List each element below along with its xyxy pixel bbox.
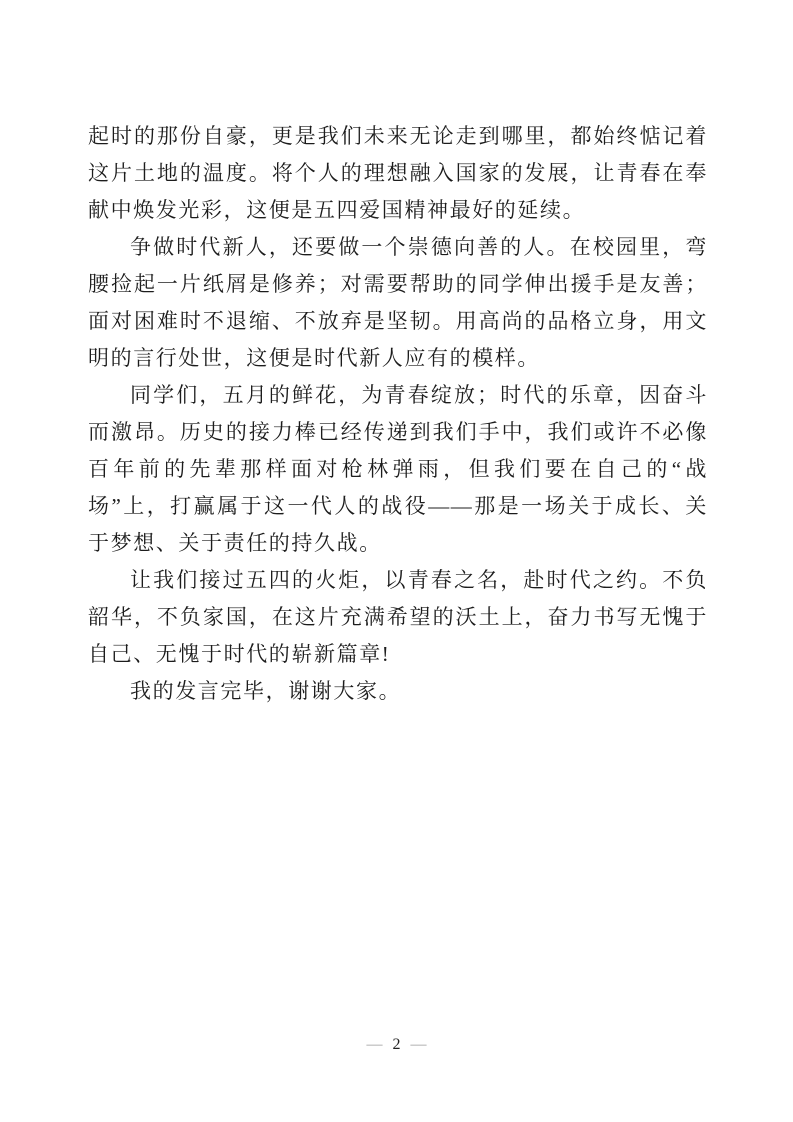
paragraph: 争做时代新人，还要做一个崇德向善的人。在校园里，弯腰捡起一片纸屑是修养；对需要帮助的同学伸出援手是友善；面对困难时不退缩、不放弃是坚韧。用高尚的品格立身，用文明的言行处世，这便是时代新人应有的模样。 xyxy=(88,235,708,370)
paragraph: 让我们接过五四的火炬，以青春之名，赴时代之约。不负韶华，不负家国，在这片充满希望的沃土上，奋力书写无愧于自己、无愧于时代的崭新篇章! xyxy=(88,568,708,666)
page-number-dash-left: — xyxy=(366,1036,383,1053)
paragraph: 我的发言完毕，谢谢大家。 xyxy=(130,679,402,703)
page-footer xyxy=(0,1034,793,1056)
document-body xyxy=(88,118,708,710)
page-number: 2 xyxy=(392,1036,401,1053)
paragraph: 起时的那份自豪，更是我们未来无论走到哪里，都始终惦记着这片土地的温度。将个人的理想融入国家的发展，让青春在奉献中焕发光彩，这便是五四爱国精神最好的延续。 xyxy=(88,124,708,222)
page-number-dash-right: — xyxy=(410,1036,427,1053)
paragraph: 同学们，五月的鲜花，为青春绽放；时代的乐章，因奋斗而激昂。历史的接力棒已经传递到我们手中，我们或许不必像百年前的先辈那样面对枪林弹雨，但我们要在自己的“战场”上，打赢属于这一代人的战役——那是一场关于成长、关于梦想、关于责任的持久战。 xyxy=(88,383,708,555)
